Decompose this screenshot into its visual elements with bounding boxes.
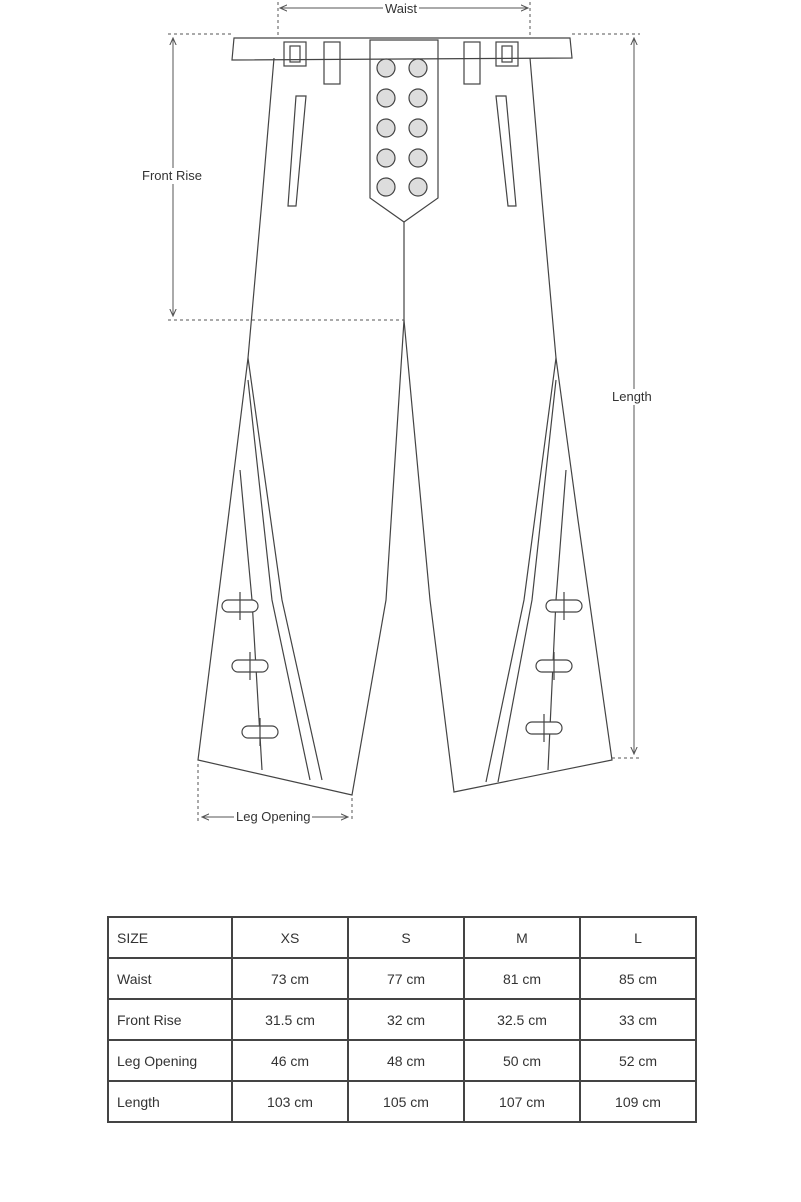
front-rise-label: Front Rise — [142, 168, 202, 183]
fly-buttons — [377, 59, 427, 196]
fly-button — [409, 59, 427, 77]
table-cell: 105 cm — [348, 1081, 464, 1122]
right-leg-outline — [404, 58, 612, 792]
right-side-panel — [486, 358, 556, 782]
table-cell: 103 cm — [232, 1081, 348, 1122]
measurement-guides — [168, 2, 640, 822]
table-header-cell: L — [580, 917, 696, 958]
waistband — [232, 38, 572, 60]
table-cell: 109 cm — [580, 1081, 696, 1122]
fly-button — [409, 149, 427, 167]
table-cell: 85 cm — [580, 958, 696, 999]
fly-button — [409, 89, 427, 107]
length-label: Length — [612, 389, 652, 404]
table-row-label: Length — [108, 1081, 232, 1122]
table-cell: 52 cm — [580, 1040, 696, 1081]
left-toggle — [242, 718, 278, 746]
table-row-label: Waist — [108, 958, 232, 999]
table-cell: 46 cm — [232, 1040, 348, 1081]
pants-outline — [198, 38, 612, 795]
table-cell: 33 cm — [580, 999, 696, 1040]
leg-opening-label: Leg Opening — [236, 809, 311, 824]
fly-button — [409, 119, 427, 137]
table-row — [108, 1040, 696, 1081]
table-cell: 32 cm — [348, 999, 464, 1040]
left-belt-loop — [324, 42, 340, 84]
table-row — [108, 958, 696, 999]
fly-button — [377, 178, 395, 196]
right-pocket — [496, 96, 516, 206]
right-toggle — [526, 714, 562, 742]
right-belt-loop — [464, 42, 480, 84]
left-pocket — [288, 96, 306, 206]
left-side-panel-inner — [240, 470, 262, 770]
table-cell: 31.5 cm — [232, 999, 348, 1040]
table-cell: 107 cm — [464, 1081, 580, 1122]
table-cell: 32.5 cm — [464, 999, 580, 1040]
table-header-cell: XS — [232, 917, 348, 958]
table-row — [108, 1081, 696, 1122]
table-row-label: Leg Opening — [108, 1040, 232, 1081]
fly-button — [377, 59, 395, 77]
table-row-label: Front Rise — [108, 999, 232, 1040]
right-buckle-inner — [502, 46, 512, 62]
table-cell: 73 cm — [232, 958, 348, 999]
fly-button — [377, 89, 395, 107]
fly-button — [377, 149, 395, 167]
waist-label: Waist — [385, 1, 418, 16]
fly-button — [409, 178, 427, 196]
table-header-cell: SIZE — [108, 917, 232, 958]
right-toggle — [536, 652, 572, 680]
toggle-closures — [222, 592, 582, 746]
table-header-row — [108, 917, 696, 958]
size-chart-table — [107, 916, 697, 1123]
table-header-cell: M — [464, 917, 580, 958]
table-cell: 81 cm — [464, 958, 580, 999]
table-cell: 77 cm — [348, 958, 464, 999]
table-cell: 48 cm — [348, 1040, 464, 1081]
table-cell: 50 cm — [464, 1040, 580, 1081]
table-row — [108, 999, 696, 1040]
left-toggle — [232, 652, 268, 680]
fly-button — [377, 119, 395, 137]
table-header-cell: S — [348, 917, 464, 958]
right-toggle — [546, 592, 582, 620]
